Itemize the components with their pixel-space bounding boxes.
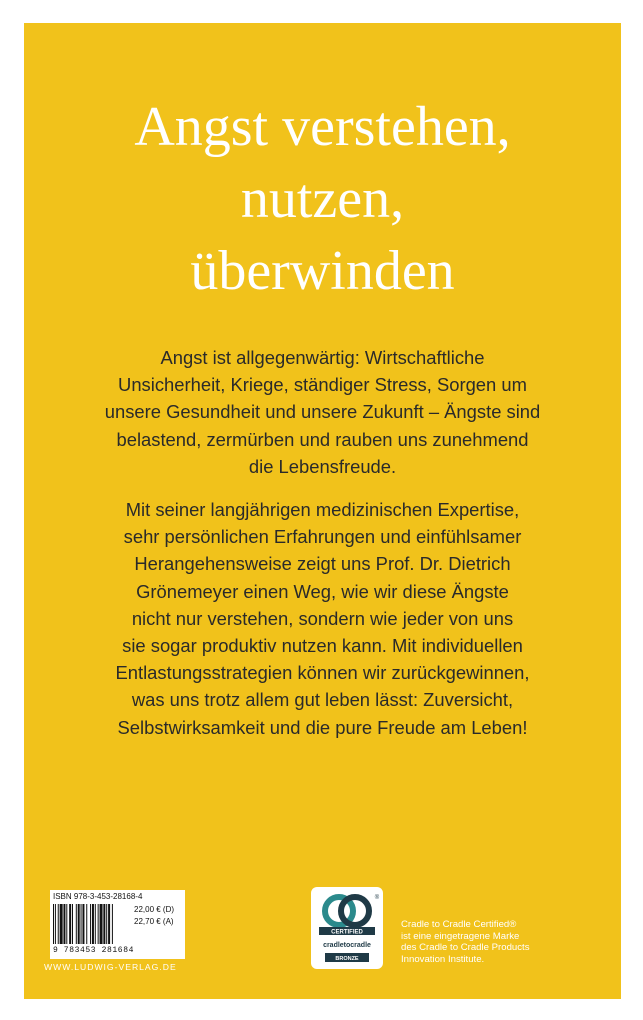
blurb-line: sehr persönlichen Erfahrungen und einfühlsamer <box>123 526 522 548</box>
barcode-number: 9 783453 281684 <box>53 946 135 955</box>
blurb-line: Unsicherheit, Kriege, ständiger Stress, Sorgen um <box>118 374 527 396</box>
blurb-line: belastend, zermürben und rauben uns zunehmend <box>116 428 529 450</box>
barcode-bars <box>53 904 131 944</box>
blurb-line: Grönemeyer einen Weg, wie wir diese Ängste <box>136 580 509 602</box>
blurb-line: die Lebensfreude. <box>248 455 397 477</box>
headline-line: überwinden <box>190 240 455 302</box>
blurb-line: sie sogar produktiv nutzen kann. Mit individuellen <box>122 635 523 657</box>
barcode-label <box>50 890 185 959</box>
c2c-level-label: BRONZE <box>335 956 359 962</box>
blurb-line: Entlastungsstrategien können wir zurückgewinnen, <box>115 662 530 684</box>
c2c-logo-icon <box>311 887 383 969</box>
headline <box>24 91 621 307</box>
blurb-line: nicht nur verstehen, sondern wie jeder von uns <box>131 607 514 629</box>
price-germany: 22,00 € (D) <box>134 905 175 914</box>
c2c-note-line: Innovation Institute. <box>401 953 485 965</box>
headline-line: Angst verstehen, <box>134 96 511 158</box>
c2c-note-line: Cradle to Cradle Certified® <box>401 919 517 930</box>
blurb-paragraph-2 <box>64 496 581 741</box>
cradle-to-cradle-badge <box>311 887 383 969</box>
blurb-paragraph-1 <box>64 344 581 480</box>
c2c-note-line: des Cradle to Cradle Products <box>401 942 530 954</box>
registered-mark: ® <box>374 895 380 901</box>
headline-line: nutzen, <box>240 168 405 230</box>
blurb-line: Selbstwirksamkeit und die pure Freude am Leben! <box>117 716 528 738</box>
blurb-line: Angst ist allgegenwärtig: Wirtschaftliche <box>160 347 485 368</box>
c2c-trademark-note <box>401 919 530 965</box>
back-cover <box>24 23 621 999</box>
price-austria: 22,70 € (A) <box>134 917 174 926</box>
isbn-text: ISBN 978-3-453-28168-4 <box>53 892 143 901</box>
c2c-note-line: ist eine eingetragene Marke <box>401 930 520 942</box>
blurb-line: Mit seiner langjährigen medizinischen Expertise, <box>125 499 520 520</box>
blurb-line: unsere Gesundheit und unsere Zukunft – Ängste sind <box>104 401 541 423</box>
blurb-line: was uns trotz allem gut leben lässt: Zuversicht, <box>131 689 514 711</box>
c2c-brand-label: cradletocradle <box>323 942 371 949</box>
blurb-line: Herangehensweise zeigt uns Prof. Dr. Dietrich <box>134 553 511 575</box>
c2c-certified-label: CERTIFIED <box>331 929 363 936</box>
publisher-url: WWW.LUDWIG-VERLAG.DE <box>44 962 177 972</box>
